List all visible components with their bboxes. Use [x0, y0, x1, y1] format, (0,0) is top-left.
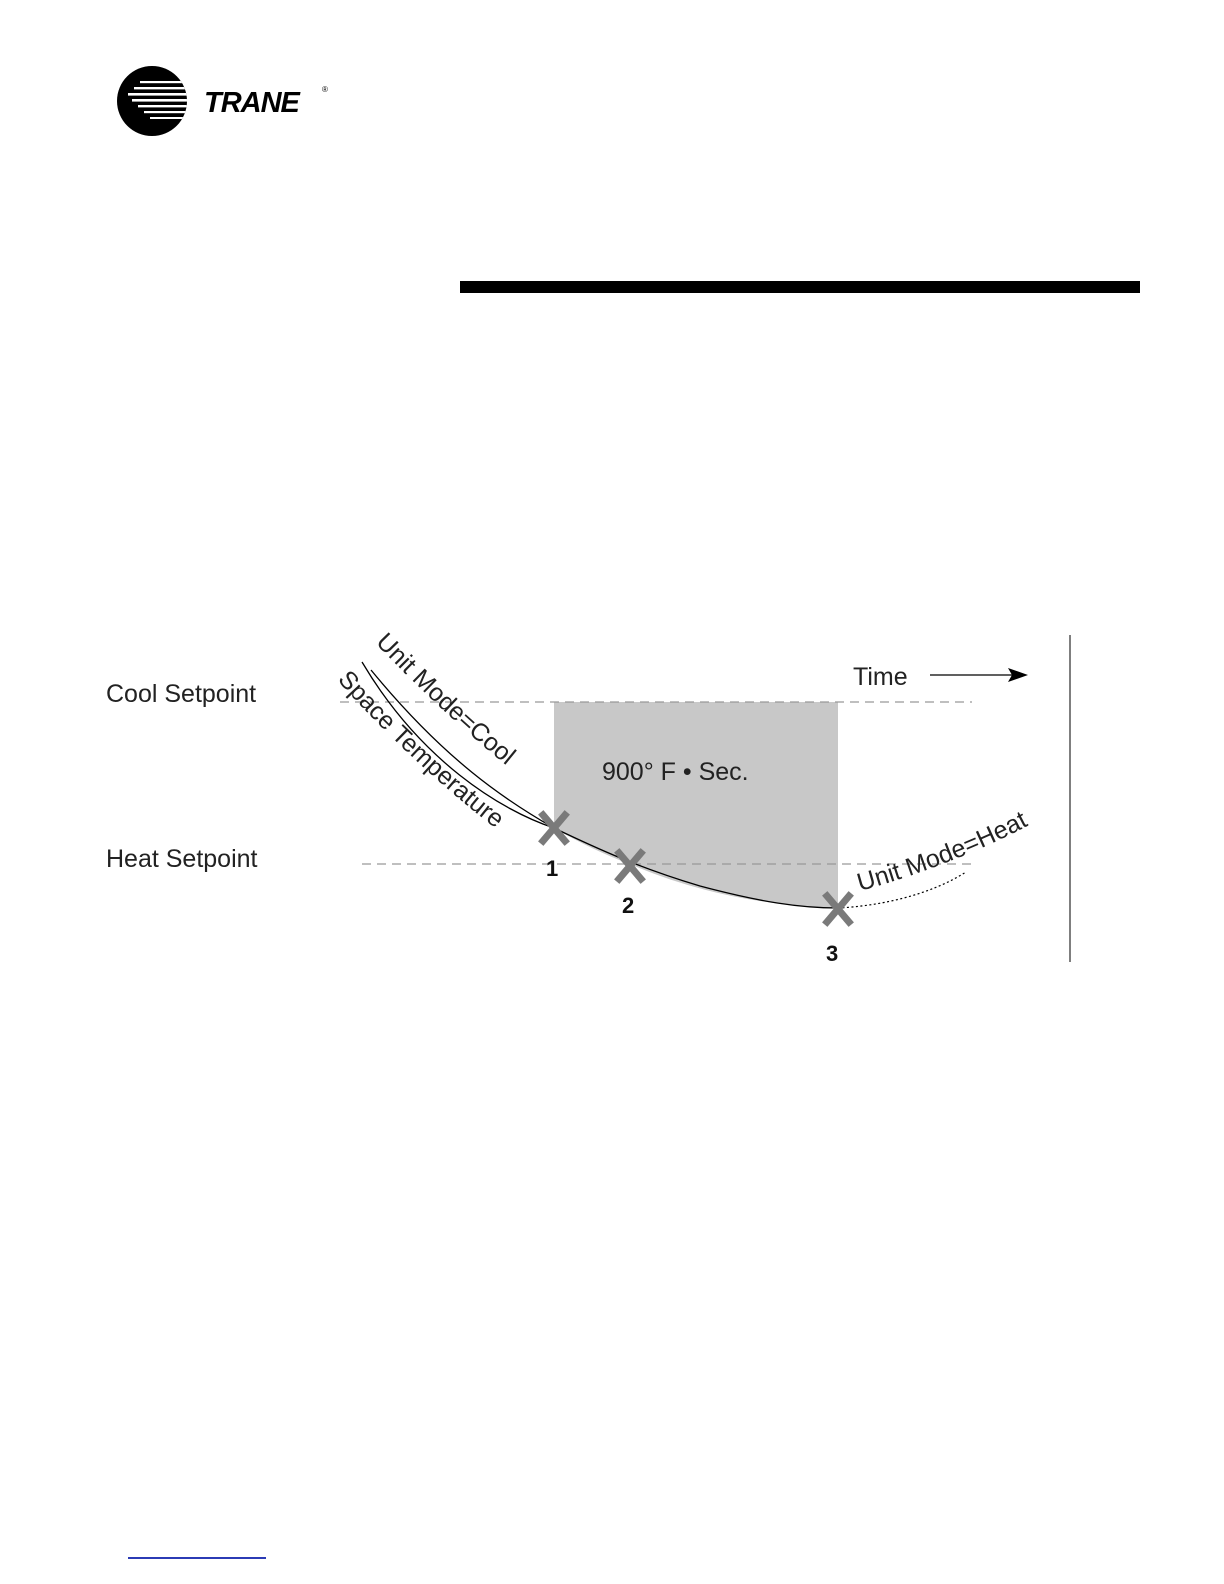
brand-wordmark: TRANE — [204, 87, 299, 119]
time-label: Time — [853, 663, 908, 691]
cool-setpoint-label: Cool Setpoint — [106, 680, 257, 708]
header-rule — [460, 281, 1140, 293]
space-temperature-label: Space Temperature — [332, 665, 510, 834]
shaded-area — [554, 702, 838, 908]
setpoint-diagram — [0, 600, 1224, 1000]
trane-logo — [112, 64, 342, 140]
time-arrow-icon — [930, 668, 1028, 682]
unit-mode-heat-label: Unit Mode=Heat — [853, 805, 1032, 897]
heat-setpoint-label: Heat Setpoint — [106, 845, 258, 873]
area-value-label: 900° F • Sec. — [602, 758, 749, 786]
unit-mode-cool-label: Unit Mode=Cool — [370, 627, 521, 771]
marker-3-number: 3 — [826, 941, 839, 966]
trane-globe-icon — [117, 66, 200, 136]
footer-link-underline[interactable] — [128, 1557, 266, 1559]
registered-mark: ® — [322, 85, 328, 94]
marker-1-number: 1 — [546, 856, 559, 881]
marker-2-number: 2 — [622, 893, 635, 918]
